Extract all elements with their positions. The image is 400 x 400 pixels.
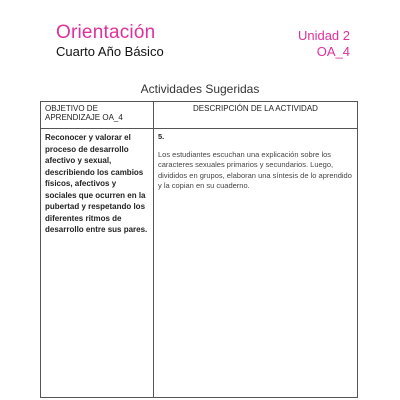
activities-table — [40, 101, 358, 398]
page-title: Orientación — [56, 22, 156, 43]
activity-column-header: DESCRIPCIÓN DE LA ACTIVIDAD — [154, 102, 358, 129]
page-subtitle: Cuarto Año Básico — [56, 44, 164, 59]
activity-number: 5. — [158, 132, 165, 141]
table-header-row — [41, 102, 358, 129]
section-title: Actividades Sugeridas — [140, 82, 260, 96]
table-row — [41, 129, 358, 398]
objective-code: OA_4 — [316, 44, 350, 59]
objective-column-header: OBJETIVO DE APRENDIZAJE OA_4 — [41, 102, 154, 129]
objective-cell: Reconocer y valorar el proceso de desarrollo afectivo y sexual, describiendo los cambios físicos, afectivos y sociales que ocurren en la pubertad y respetando los diferentes ritmos de desarrollo entre sus pares. — [41, 129, 154, 398]
unit-label: Unidad 2 — [297, 28, 350, 43]
activity-description: Los estudiantes escuchan una explicación sobre los caracteres sexuales primarios y secundarios. Luego, divididos en grupos, elaboran una síntesis de lo aprendido y la copian en su cuaderno. — [158, 149, 352, 190]
activity-cell — [154, 129, 358, 398]
